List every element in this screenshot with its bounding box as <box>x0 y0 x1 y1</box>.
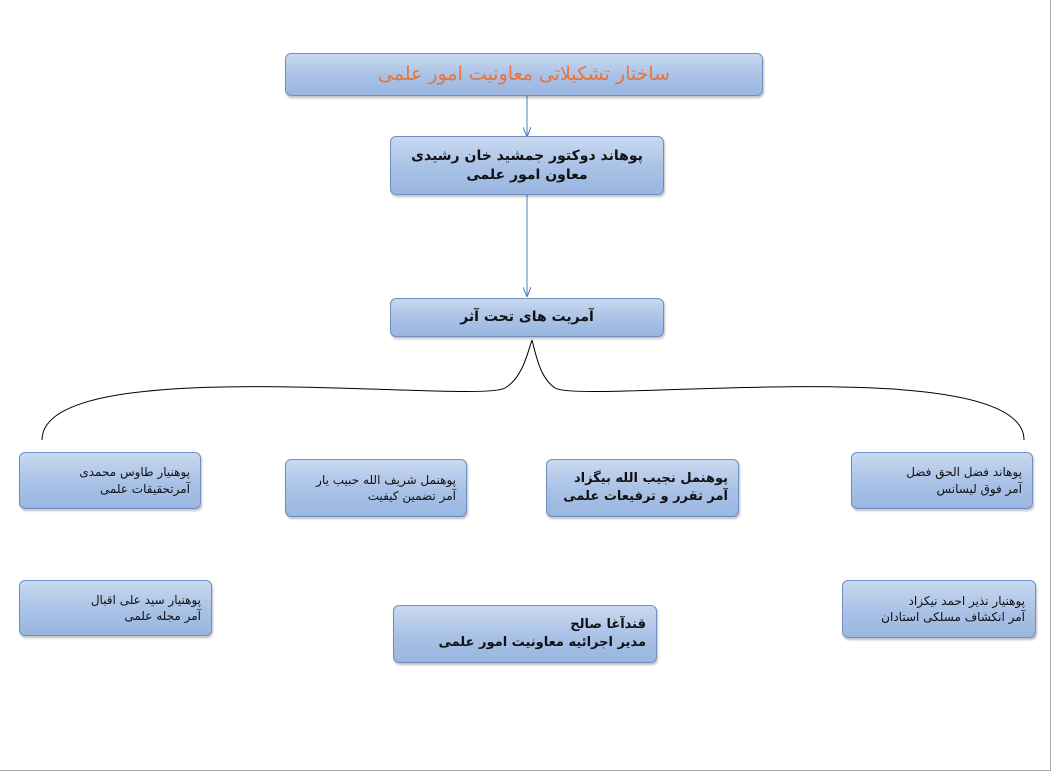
department-position: آمرتحقیقات علمی <box>99 481 190 496</box>
department-box-executive-office <box>393 605 657 663</box>
department-box-quality-assurance <box>285 459 467 517</box>
department-name: قندآغا صالح <box>570 617 646 633</box>
title-box <box>285 53 763 96</box>
connector-bracket-left <box>42 340 532 440</box>
chart-title: ساختار تشکیلاتی معاونیت امور علمی <box>377 62 671 85</box>
department-box-scientific-journal <box>19 580 212 636</box>
department-name: پوهنیار سید علی اقبال <box>90 592 201 607</box>
head-box <box>390 136 664 195</box>
department-name: پوهاند فضل الحق فضل <box>906 465 1022 480</box>
department-position: مدیر اجرائیه معاونیت امور علمی <box>438 635 646 650</box>
department-name: پوهنیار طاوس محمدی <box>79 465 190 480</box>
department-box-professional-development <box>842 580 1036 638</box>
department-name: پوهنیار نذیر احمد نیکزاد <box>908 593 1025 608</box>
department-position: آمر فوق لیسانس <box>936 481 1022 496</box>
head-name: پوهاند دوکتور جمشید خان رشیدی <box>411 147 643 164</box>
department-box-research <box>19 452 201 509</box>
department-position: آمر مجله علمی <box>124 609 201 623</box>
department-position: آمر انکشاف مسلکی استادان <box>881 610 1025 624</box>
head-position: معاون امور علمی <box>466 166 588 183</box>
department-box-appointments <box>546 459 739 517</box>
department-position: آمر تضمین کیفیت <box>367 489 456 503</box>
department-name: پوهنمل نجیب الله بیگزاد <box>573 471 728 487</box>
department-box-graduate-studies <box>851 452 1033 509</box>
connector-bracket-right <box>532 340 1024 440</box>
department-name: پوهنمل شریف الله حبیب یار <box>316 472 456 487</box>
department-position: آمر تقرر و ترفیعات علمی <box>563 489 728 504</box>
departments-label: آمریت های تحت آثر <box>460 309 594 326</box>
departments-label-box <box>390 298 664 337</box>
